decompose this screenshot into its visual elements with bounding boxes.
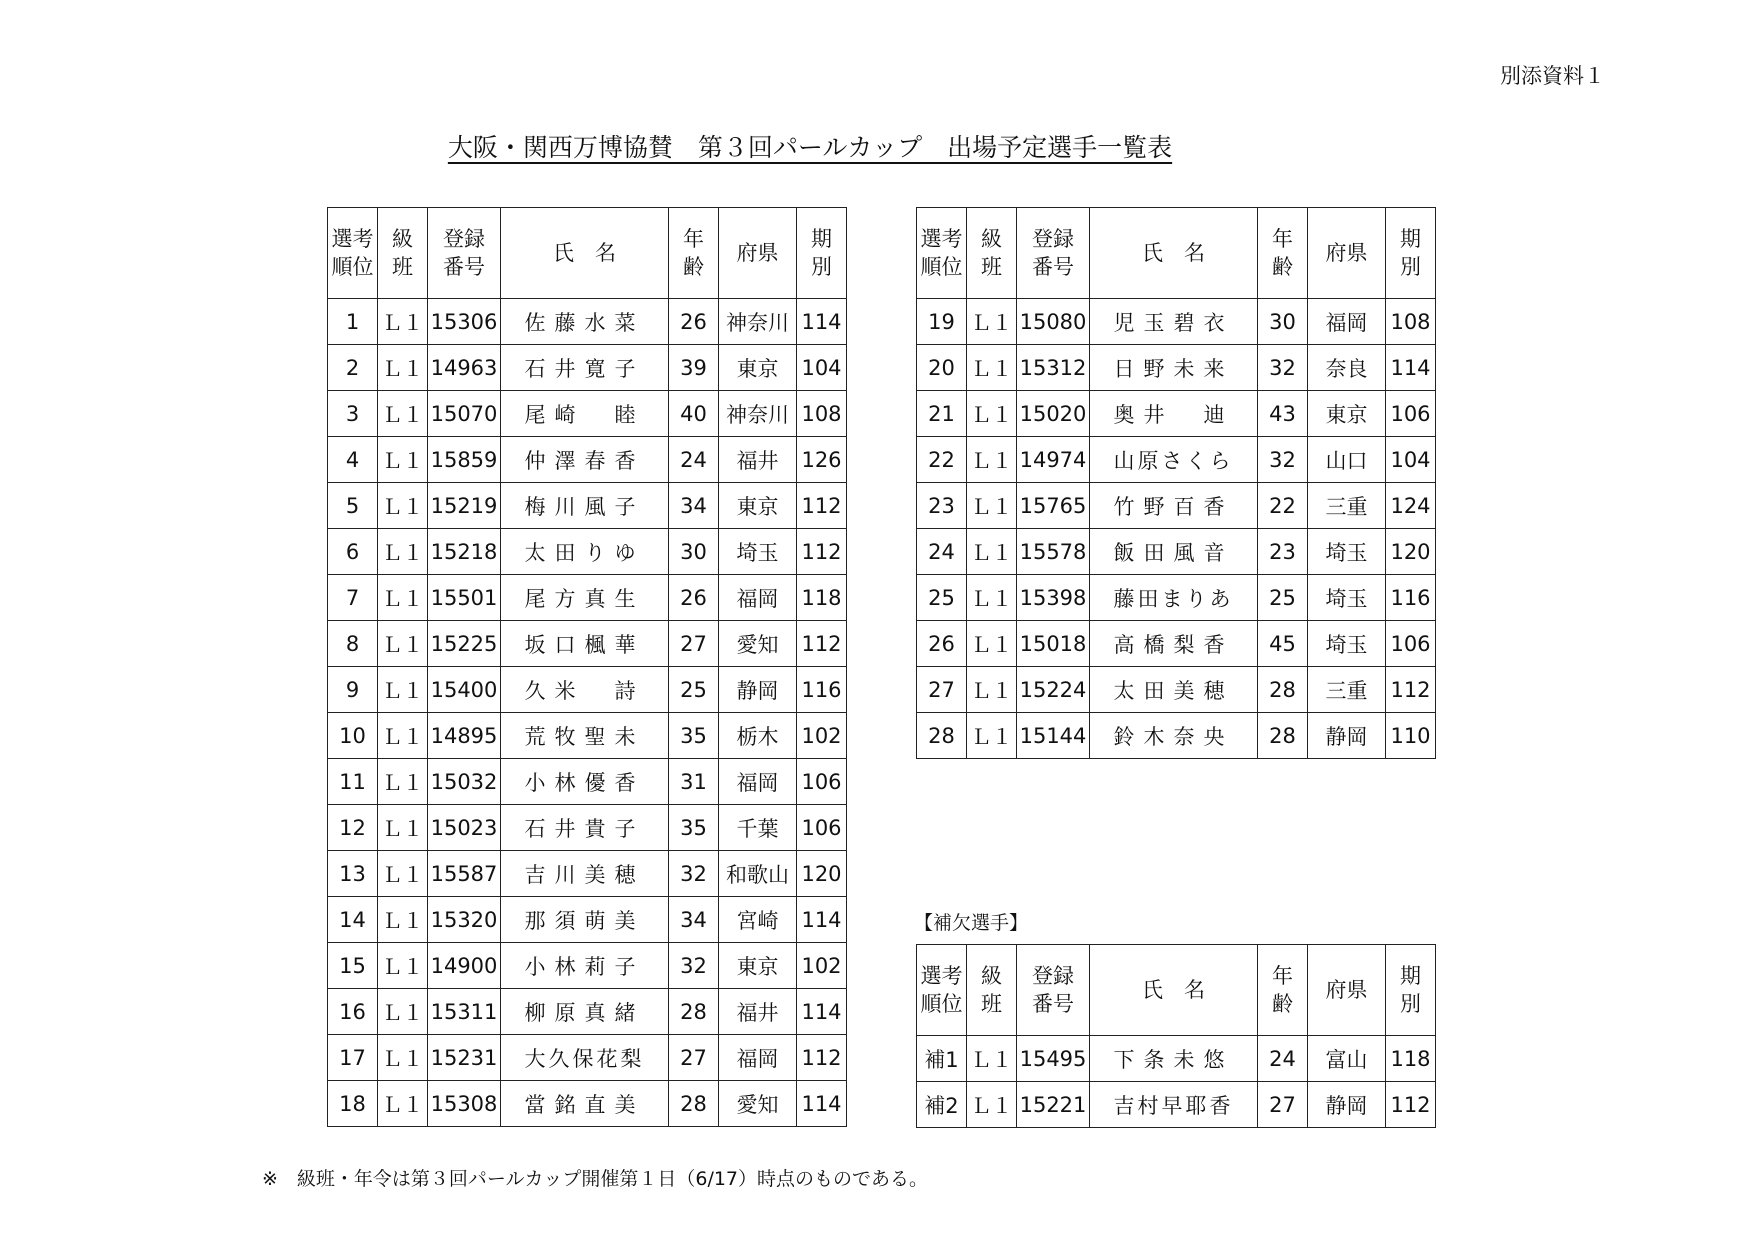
table-row — [328, 1035, 847, 1081]
age-cell: 24 — [669, 437, 719, 483]
prefecture-cell: 三重 — [1308, 483, 1386, 529]
prefecture-cell: 埼玉 — [719, 529, 797, 575]
col-pref-header: 府県 — [1308, 208, 1386, 299]
table-row — [328, 345, 847, 391]
prefecture-cell: 三重 — [1308, 667, 1386, 713]
table-row — [328, 851, 847, 897]
attachment-label: 別添資料１ — [1500, 64, 1605, 88]
table-row — [328, 575, 847, 621]
reg-number-cell: 15312 — [1017, 345, 1090, 391]
name-cell: 児玉碧衣 — [1090, 299, 1258, 345]
reg-number-cell: 14963 — [428, 345, 501, 391]
table-row — [328, 529, 847, 575]
prefecture-cell: 和歌山 — [719, 851, 797, 897]
term-cell: 118 — [797, 575, 847, 621]
class-cell: Ｌ１ — [378, 529, 428, 575]
class-cell: Ｌ１ — [967, 437, 1017, 483]
prefecture-cell: 山口 — [1308, 437, 1386, 483]
rank-cell: 5 — [328, 483, 378, 529]
age-cell: 30 — [1258, 299, 1308, 345]
rank-cell: 15 — [328, 943, 378, 989]
age-cell: 31 — [669, 759, 719, 805]
class-cell: Ｌ１ — [378, 1035, 428, 1081]
age-cell: 26 — [669, 575, 719, 621]
roster-table-right — [916, 207, 1436, 759]
class-cell: Ｌ１ — [967, 575, 1017, 621]
col-rank-header: 選考 順位 — [917, 945, 967, 1036]
age-cell: 22 — [1258, 483, 1308, 529]
prefecture-cell: 東京 — [719, 483, 797, 529]
reg-number-cell: 15765 — [1017, 483, 1090, 529]
col-pref-header: 府県 — [719, 208, 797, 299]
class-cell: Ｌ１ — [967, 345, 1017, 391]
col-class-header: 級 班 — [378, 208, 428, 299]
prefecture-cell: 愛知 — [719, 621, 797, 667]
class-cell: Ｌ１ — [378, 759, 428, 805]
age-cell: 32 — [1258, 345, 1308, 391]
col-class-header: 級 班 — [967, 945, 1017, 1036]
prefecture-cell: 千葉 — [719, 805, 797, 851]
name-cell: 吉村早耶香 — [1090, 1082, 1258, 1128]
rank-cell: 26 — [917, 621, 967, 667]
table-row — [917, 1082, 1436, 1128]
col-age-header: 年 齢 — [1258, 945, 1308, 1036]
prefecture-cell: 愛知 — [719, 1081, 797, 1127]
col-age-header: 年 齢 — [669, 208, 719, 299]
term-cell: 112 — [797, 1035, 847, 1081]
class-cell: Ｌ１ — [378, 897, 428, 943]
name-cell: 奥井 迪 — [1090, 391, 1258, 437]
rank-cell: 補2 — [917, 1082, 967, 1128]
table-row — [328, 391, 847, 437]
table-row — [328, 1081, 847, 1127]
rank-cell: 25 — [917, 575, 967, 621]
rank-cell: 28 — [917, 713, 967, 759]
age-cell: 34 — [669, 483, 719, 529]
age-cell: 28 — [1258, 713, 1308, 759]
table-row — [917, 437, 1436, 483]
rank-cell: 10 — [328, 713, 378, 759]
table-row — [328, 897, 847, 943]
rank-cell: 3 — [328, 391, 378, 437]
term-cell: 112 — [1386, 1082, 1436, 1128]
term-cell: 114 — [797, 1081, 847, 1127]
col-name-header: 氏 名 — [1090, 945, 1258, 1036]
class-cell: Ｌ１ — [378, 391, 428, 437]
rank-cell: 12 — [328, 805, 378, 851]
prefecture-cell: 静岡 — [1308, 713, 1386, 759]
name-cell: 佐藤水菜 — [501, 299, 669, 345]
table-row — [328, 759, 847, 805]
name-cell: 荒牧聖未 — [501, 713, 669, 759]
class-cell: Ｌ１ — [967, 529, 1017, 575]
rank-cell: 6 — [328, 529, 378, 575]
prefecture-cell: 埼玉 — [1308, 575, 1386, 621]
age-cell: 28 — [1258, 667, 1308, 713]
term-cell: 114 — [797, 989, 847, 1035]
class-cell: Ｌ１ — [378, 1081, 428, 1127]
col-term-header: 期 別 — [1386, 208, 1436, 299]
col-term-header: 期 別 — [1386, 945, 1436, 1036]
name-cell: 下条未悠 — [1090, 1036, 1258, 1082]
substitutes-table — [916, 944, 1436, 1128]
class-cell: Ｌ１ — [967, 621, 1017, 667]
roster-table-left — [327, 207, 847, 1127]
name-cell: 小林優香 — [501, 759, 669, 805]
table-row — [328, 437, 847, 483]
reg-number-cell: 15311 — [428, 989, 501, 1035]
header-row — [917, 208, 1436, 299]
reg-number-cell: 15231 — [428, 1035, 501, 1081]
rank-cell: 27 — [917, 667, 967, 713]
age-cell: 27 — [1258, 1082, 1308, 1128]
table-row — [917, 713, 1436, 759]
term-cell: 102 — [797, 713, 847, 759]
class-cell: Ｌ１ — [967, 1082, 1017, 1128]
reg-number-cell: 15308 — [428, 1081, 501, 1127]
class-cell: Ｌ１ — [967, 391, 1017, 437]
table-row — [917, 621, 1436, 667]
term-cell: 108 — [1386, 299, 1436, 345]
table-row — [328, 621, 847, 667]
term-cell: 114 — [797, 299, 847, 345]
term-cell: 106 — [1386, 621, 1436, 667]
table-row — [328, 989, 847, 1035]
reg-number-cell: 15144 — [1017, 713, 1090, 759]
age-cell: 23 — [1258, 529, 1308, 575]
name-cell: 仲澤春香 — [501, 437, 669, 483]
term-cell: 106 — [1386, 391, 1436, 437]
age-cell: 35 — [669, 713, 719, 759]
term-cell: 104 — [797, 345, 847, 391]
table-row — [917, 1036, 1436, 1082]
term-cell: 116 — [1386, 575, 1436, 621]
class-cell: Ｌ１ — [378, 575, 428, 621]
age-cell: 24 — [1258, 1036, 1308, 1082]
name-cell: 那須萌美 — [501, 897, 669, 943]
reg-number-cell: 15578 — [1017, 529, 1090, 575]
term-cell: 110 — [1386, 713, 1436, 759]
class-cell: Ｌ１ — [967, 713, 1017, 759]
prefecture-cell: 福井 — [719, 437, 797, 483]
rank-cell: 14 — [328, 897, 378, 943]
reg-number-cell: 15398 — [1017, 575, 1090, 621]
name-cell: 久米 詩 — [501, 667, 669, 713]
name-cell: 尾方真生 — [501, 575, 669, 621]
table-row — [917, 529, 1436, 575]
reg-number-cell: 15495 — [1017, 1036, 1090, 1082]
name-cell: 坂口楓華 — [501, 621, 669, 667]
class-cell: Ｌ１ — [967, 483, 1017, 529]
age-cell: 34 — [669, 897, 719, 943]
name-cell: 小林莉子 — [501, 943, 669, 989]
prefecture-cell: 東京 — [719, 345, 797, 391]
rank-cell: 24 — [917, 529, 967, 575]
reg-number-cell: 15218 — [428, 529, 501, 575]
age-cell: 28 — [669, 989, 719, 1035]
table-row — [328, 943, 847, 989]
term-cell: 124 — [1386, 483, 1436, 529]
reg-number-cell: 15219 — [428, 483, 501, 529]
reg-number-cell: 15080 — [1017, 299, 1090, 345]
col-class-header: 級 班 — [967, 208, 1017, 299]
header-row — [917, 945, 1436, 1036]
table-row — [328, 299, 847, 345]
reg-number-cell: 15070 — [428, 391, 501, 437]
prefecture-cell: 栃木 — [719, 713, 797, 759]
class-cell: Ｌ１ — [378, 299, 428, 345]
rank-cell: 19 — [917, 299, 967, 345]
table-row — [328, 713, 847, 759]
col-reg-header: 登録 番号 — [428, 208, 501, 299]
class-cell: Ｌ１ — [378, 713, 428, 759]
age-cell: 45 — [1258, 621, 1308, 667]
table-row — [328, 805, 847, 851]
name-cell: 大久保花梨 — [501, 1035, 669, 1081]
age-cell: 32 — [669, 851, 719, 897]
term-cell: 114 — [1386, 345, 1436, 391]
reg-number-cell: 15020 — [1017, 391, 1090, 437]
name-cell: 鈴木奈央 — [1090, 713, 1258, 759]
footnote: ※ 級班・年令は第３回パールカップ開催第１日（6/17）時点のものである。 — [262, 1168, 929, 1190]
age-cell: 39 — [669, 345, 719, 391]
class-cell: Ｌ１ — [967, 1036, 1017, 1082]
reg-number-cell: 15225 — [428, 621, 501, 667]
reg-number-cell: 14974 — [1017, 437, 1090, 483]
reg-number-cell: 15587 — [428, 851, 501, 897]
rank-cell: 4 — [328, 437, 378, 483]
age-cell: 35 — [669, 805, 719, 851]
prefecture-cell: 神奈川 — [719, 391, 797, 437]
rank-cell: 8 — [328, 621, 378, 667]
rank-cell: 9 — [328, 667, 378, 713]
term-cell: 112 — [797, 621, 847, 667]
name-cell: 飯田風音 — [1090, 529, 1258, 575]
table-row — [328, 667, 847, 713]
prefecture-cell: 福岡 — [719, 759, 797, 805]
prefecture-cell: 福岡 — [719, 575, 797, 621]
rank-cell: 補1 — [917, 1036, 967, 1082]
reg-number-cell: 15018 — [1017, 621, 1090, 667]
prefecture-cell: 富山 — [1308, 1036, 1386, 1082]
reg-number-cell: 15400 — [428, 667, 501, 713]
class-cell: Ｌ１ — [378, 989, 428, 1035]
age-cell: 32 — [669, 943, 719, 989]
class-cell: Ｌ１ — [378, 805, 428, 851]
rank-cell: 11 — [328, 759, 378, 805]
term-cell: 118 — [1386, 1036, 1436, 1082]
header-row — [328, 208, 847, 299]
term-cell: 106 — [797, 759, 847, 805]
rank-cell: 23 — [917, 483, 967, 529]
col-name-header: 氏 名 — [1090, 208, 1258, 299]
name-cell: 太田りゆ — [501, 529, 669, 575]
col-name-header: 氏 名 — [501, 208, 669, 299]
name-cell: 石井寛子 — [501, 345, 669, 391]
rank-cell: 13 — [328, 851, 378, 897]
age-cell: 26 — [669, 299, 719, 345]
reg-number-cell: 15320 — [428, 897, 501, 943]
term-cell: 106 — [797, 805, 847, 851]
class-cell: Ｌ１ — [967, 667, 1017, 713]
col-rank-header: 選考 順位 — [328, 208, 378, 299]
name-cell: 柳原真緒 — [501, 989, 669, 1035]
prefecture-cell: 静岡 — [719, 667, 797, 713]
reg-number-cell: 15859 — [428, 437, 501, 483]
age-cell: 28 — [669, 1081, 719, 1127]
prefecture-cell: 東京 — [1308, 391, 1386, 437]
age-cell: 32 — [1258, 437, 1308, 483]
reg-number-cell: 15501 — [428, 575, 501, 621]
reg-number-cell: 14895 — [428, 713, 501, 759]
reg-number-cell: 15224 — [1017, 667, 1090, 713]
term-cell: 116 — [797, 667, 847, 713]
prefecture-cell: 東京 — [719, 943, 797, 989]
col-reg-header: 登録 番号 — [1017, 945, 1090, 1036]
table-row — [917, 575, 1436, 621]
prefecture-cell: 静岡 — [1308, 1082, 1386, 1128]
rank-cell: 17 — [328, 1035, 378, 1081]
prefecture-cell: 埼玉 — [1308, 621, 1386, 667]
col-reg-header: 登録 番号 — [1017, 208, 1090, 299]
class-cell: Ｌ１ — [378, 437, 428, 483]
prefecture-cell: 神奈川 — [719, 299, 797, 345]
col-term-header: 期 別 — [797, 208, 847, 299]
prefecture-cell: 埼玉 — [1308, 529, 1386, 575]
prefecture-cell: 奈良 — [1308, 345, 1386, 391]
col-rank-header: 選考 順位 — [917, 208, 967, 299]
prefecture-cell: 宮崎 — [719, 897, 797, 943]
page-title: 大阪・関西万博協賛 第３回パールカップ 出場予定選手一覧表 — [447, 133, 1173, 162]
prefecture-cell: 福岡 — [719, 1035, 797, 1081]
class-cell: Ｌ１ — [378, 851, 428, 897]
term-cell: 120 — [797, 851, 847, 897]
name-cell: 尾崎 睦 — [501, 391, 669, 437]
class-cell: Ｌ１ — [378, 621, 428, 667]
rank-cell: 16 — [328, 989, 378, 1035]
table-row — [917, 299, 1436, 345]
term-cell: 120 — [1386, 529, 1436, 575]
term-cell: 126 — [797, 437, 847, 483]
age-cell: 43 — [1258, 391, 1308, 437]
term-cell: 108 — [797, 391, 847, 437]
name-cell: 梅川風子 — [501, 483, 669, 529]
substitutes-heading: 【補欠選手】 — [914, 912, 1029, 934]
reg-number-cell: 15023 — [428, 805, 501, 851]
name-cell: 石井貴子 — [501, 805, 669, 851]
age-cell: 25 — [1258, 575, 1308, 621]
name-cell: 山原さくら — [1090, 437, 1258, 483]
reg-number-cell: 15032 — [428, 759, 501, 805]
name-cell: 太田美穂 — [1090, 667, 1258, 713]
term-cell: 114 — [797, 897, 847, 943]
rank-cell: 18 — [328, 1081, 378, 1127]
term-cell: 112 — [1386, 667, 1436, 713]
reg-number-cell: 14900 — [428, 943, 501, 989]
prefecture-cell: 福井 — [719, 989, 797, 1035]
term-cell: 102 — [797, 943, 847, 989]
age-cell: 27 — [669, 1035, 719, 1081]
table-row — [328, 483, 847, 529]
age-cell: 30 — [669, 529, 719, 575]
prefecture-cell: 福岡 — [1308, 299, 1386, 345]
rank-cell: 2 — [328, 345, 378, 391]
table-row — [917, 667, 1436, 713]
class-cell: Ｌ１ — [378, 345, 428, 391]
name-cell: 當銘直美 — [501, 1081, 669, 1127]
term-cell: 112 — [797, 483, 847, 529]
name-cell: 吉川美穂 — [501, 851, 669, 897]
class-cell: Ｌ１ — [378, 483, 428, 529]
rank-cell: 22 — [917, 437, 967, 483]
rank-cell: 20 — [917, 345, 967, 391]
rank-cell: 1 — [328, 299, 378, 345]
class-cell: Ｌ１ — [378, 943, 428, 989]
reg-number-cell: 15221 — [1017, 1082, 1090, 1128]
reg-number-cell: 15306 — [428, 299, 501, 345]
table-row — [917, 483, 1436, 529]
rank-cell: 7 — [328, 575, 378, 621]
term-cell: 104 — [1386, 437, 1436, 483]
col-pref-header: 府県 — [1308, 945, 1386, 1036]
age-cell: 25 — [669, 667, 719, 713]
name-cell: 高橋梨香 — [1090, 621, 1258, 667]
age-cell: 40 — [669, 391, 719, 437]
class-cell: Ｌ１ — [378, 667, 428, 713]
col-age-header: 年 齢 — [1258, 208, 1308, 299]
name-cell: 日野未来 — [1090, 345, 1258, 391]
table-row — [917, 345, 1436, 391]
class-cell: Ｌ１ — [967, 299, 1017, 345]
table-row — [917, 391, 1436, 437]
age-cell: 27 — [669, 621, 719, 667]
name-cell: 藤田まりあ — [1090, 575, 1258, 621]
term-cell: 112 — [797, 529, 847, 575]
rank-cell: 21 — [917, 391, 967, 437]
name-cell: 竹野百香 — [1090, 483, 1258, 529]
